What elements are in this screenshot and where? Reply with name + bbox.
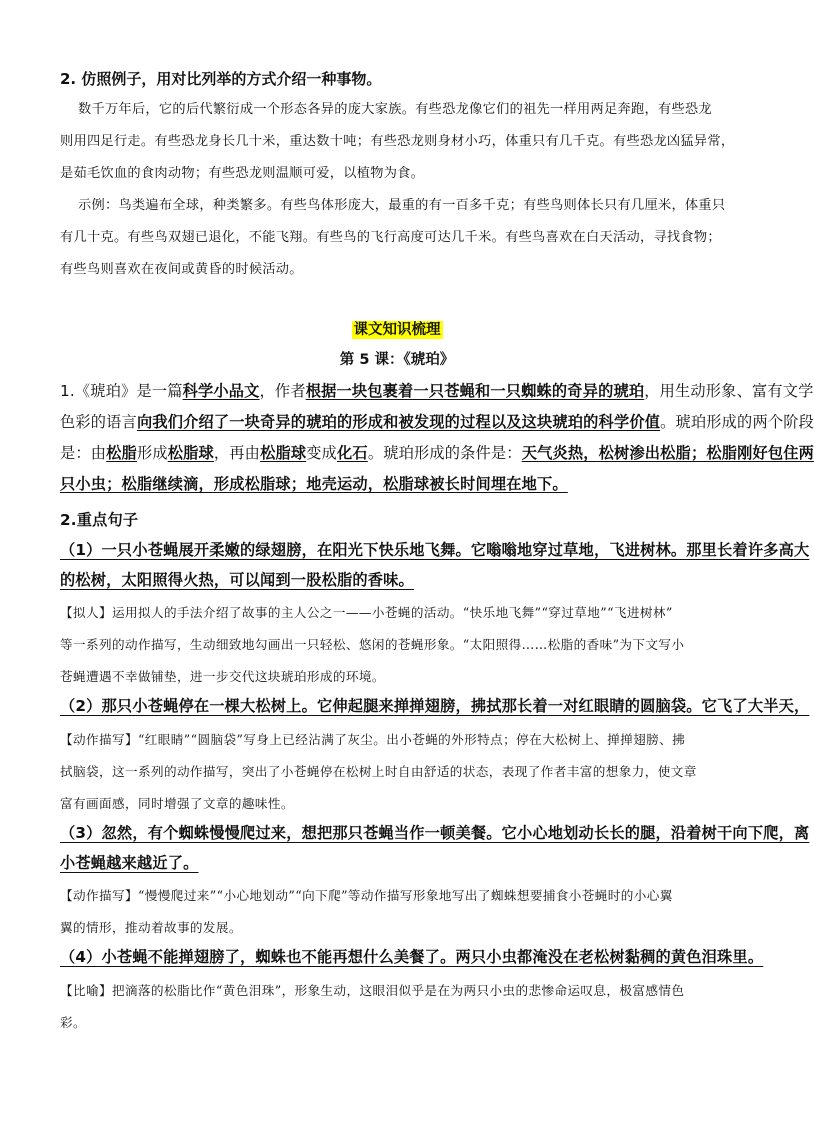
sample-line-1: 示例：鸟类遍布全球，种类繁多。有些鸟体形庞大，最重的有一百多千克；有些鸟则体长只有几厘米，体重只 — [78, 198, 726, 213]
sentence-3-note-2: 翼的情形，推动着故事的发展。 — [60, 920, 242, 935]
sentence-1-note-1: 【拟人】运用拟人的手法介绍了故事的主人公之一——小苍蝇的活动。“快乐地飞舞”“穿过草地”“飞进树林” — [60, 605, 673, 620]
key-term: 松脂球 — [260, 444, 307, 462]
key-term: 松脂球 — [167, 444, 214, 462]
point1-line-4 — [60, 473, 568, 494]
text: 。琥珀形成的两个阶段 — [660, 413, 814, 431]
sentence-2-line-1: （2）那只小苍蝇停在一棵大松树上。它伸起腿来掸掸翅膀，拂拭那长着一对红眼睛的圆脑袋。它飞了大半天， — [60, 697, 810, 715]
sample-line-3: 有些鸟则喜欢在夜间或黄昏的时候活动。 — [60, 262, 303, 277]
sentence-2-note-3: 富有画面感，同时增强了文章的趣味性。 — [60, 796, 294, 811]
exercise-2-title: 2. 仿照例子，用对比列举的方式介绍一种事物。 — [60, 70, 382, 88]
text: ，用生动形象、富有文学 — [644, 382, 814, 400]
text: 形成 — [136, 444, 168, 462]
key-term: 科学小品文 — [182, 382, 260, 400]
example-line-1: 数千万年后，它的后代繁衍成一个形态各异的庞大家族。有些恐龙像它们的祖先一样用两足奔跑，有些恐龙 — [78, 102, 712, 117]
key-phrase: 天气炎热，松树渗出松脂；松脂刚好包住两 — [521, 444, 814, 462]
key-phrase: 根据一块包裹着一只苍蝇和一只蜘蛛的奇异的琥珀 — [305, 382, 645, 400]
sentence-3-note-1: 【动作描写】“慢慢爬过来”“小心地划动”“向下爬”等动作描写形象地写出了蜘蛛想要捕食小苍蝇时的小心翼 — [60, 888, 673, 903]
text: 。琥珀形成的条件是： — [367, 444, 522, 462]
sentence-4-note-2: 彩。 — [60, 1015, 86, 1030]
section-heading: 课文知识梳理 — [353, 322, 441, 338]
text: ，作者 — [259, 382, 306, 400]
text: 1.《琥珀》是一篇 — [60, 382, 183, 400]
section-heading-wrap — [0, 318, 794, 339]
sentence-1-line-2: 的松树，太阳照得火热，可以闻到一股松脂的香味。 — [60, 571, 414, 589]
example-line-2: 则用四足行走。有些恐龙身长几十米，重达数十吨；有些恐龙则身材小巧，体重只有几千克。有些恐龙凶猛异常， — [60, 134, 735, 149]
point1-line-3 — [60, 442, 814, 463]
key-term: 松脂 — [106, 444, 137, 462]
sentence-4-note-1: 【比喻】把滴落的松脂比作“黄色泪珠”，形象生动，这眼泪似乎是在为两只小虫的悲惨命运叹息，极富感情色 — [60, 983, 685, 998]
example-line-3: 是茹毛饮血的食肉动物；有些恐龙则温顺可爱，以植物为食。 — [60, 166, 425, 181]
sample-line-2: 有几十克。有些鸟双翅已退化，不能飞翔。有些鸟的飞行高度可达几千米。有些鸟喜欢在白天活动，寻找食物； — [60, 230, 721, 245]
sentence-4-line-1: （4）小苍蝇不能掸翅膀了，蜘蛛也不能再想什么美餐了。两只小虫都淹没在老松树黏稠的黄色泪珠里。 — [60, 948, 764, 966]
text: 色彩的语言 — [60, 413, 137, 431]
point1-line-2 — [60, 411, 814, 432]
sentence-3-line-1: （3）忽然，有个蜘蛛慢慢爬过来，想把那只苍蝇当作一顿美餐。它小心地划动长长的腿，沿着树干向下爬，离 — [60, 824, 810, 842]
key-phrase: 只小虫；松脂继续滴，形成松脂球；地壳运动，松脂球被长时间埋在地下。 — [60, 475, 568, 493]
point1-line-1 — [60, 380, 814, 401]
text: ，再由 — [213, 444, 261, 462]
point2-title: 2.重点句子 — [60, 511, 139, 529]
sentence-2-note-2: 拭脑袋，这一系列的动作描写，突出了小苍蝇停在松树上时自由舒适的状态，表现了作者丰富的想象力，使文章 — [60, 764, 697, 779]
key-term: 化石 — [337, 444, 368, 462]
sentence-2-note-1: 【动作描写】“红眼睛”“圆脑袋”写身上已经沾满了灰尘。出小苍蝇的外形特点；停在大松树上、掸掸翅膀、拂 — [60, 732, 686, 747]
sentence-1-line-1: （1）一只小苍蝇展开柔嫩的绿翅膀，在阳光下快乐地飞舞。它嗡嗡地穿过草地，飞进树林。那里长着许多高大 — [60, 541, 810, 559]
text: 变成 — [306, 444, 338, 462]
sentence-3-line-2: 小苍蝇越来越近了。 — [60, 854, 199, 872]
lesson-title: 第 5 课：《琥珀》 — [339, 352, 455, 368]
text: 是：由 — [60, 444, 107, 462]
sentence-1-note-3: 苍蝇遭遇不幸做铺垫，进一步交代这块琥珀形成的环境。 — [60, 669, 385, 684]
key-phrase: 向我们介绍了一块奇异的琥珀的形成和被发现的过程以及这块琥珀的科学价值 — [136, 413, 661, 431]
sentence-1-note-2: 等一系列的动作描写，生动细致地勾画出一只轻松、悠闲的苍蝇形象。“太阳照得……松脂的香味”为下文写小 — [60, 637, 685, 652]
